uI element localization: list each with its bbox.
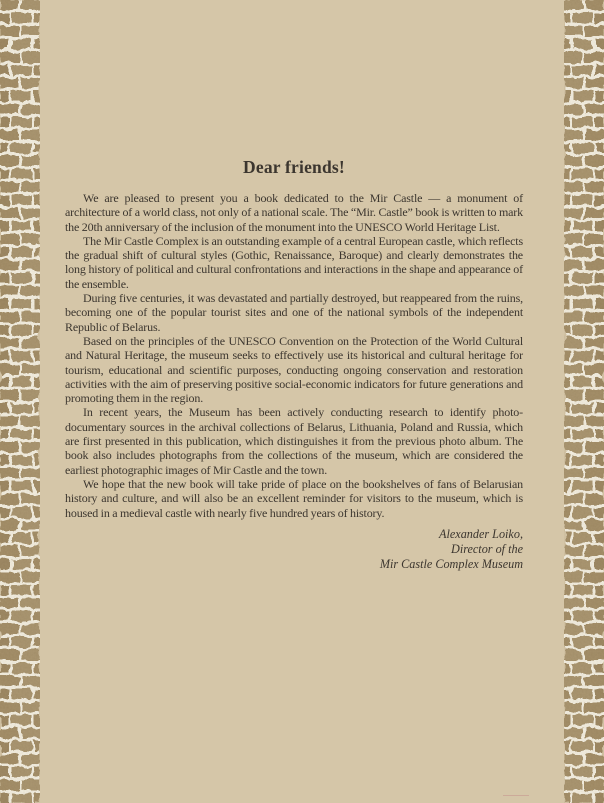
paragraph-recent-research: In recent years, the Museum has been actively conducting research to identify photo-documentary sources in the archival collections of Belarus, Lithuania, Poland and Russia, which are first presented in this publication, which distinguishes it from the previous photo album. The book also includes photographs from the collections of the museum, which are considered the earliest photographic images of Mir Castle and the town. <box>65 405 523 477</box>
signature-role: Director of the <box>451 541 523 556</box>
paragraph-five-centuries: During five centuries, it was devastated and partially destroyed, but reappeared from the ruins, becoming one of the popular tourist sites and one of the national symbols of the independent Republic of Belarus. <box>65 291 523 334</box>
signature-organization: Mir Castle Complex Museum <box>379 556 523 571</box>
page-title: Dear friends! <box>243 157 345 177</box>
scan-artifact-line <box>503 795 529 796</box>
signature-block <box>65 527 523 572</box>
paragraph-castle-complex: The Mir Castle Complex is an outstanding example of a central European castle, which reflects the gradual shift of cultural styles (Gothic, Renaissance, Baroque) and clearly demonstrates the long history of political and cultural confrontations and interactions in the shape and appearance of the ensemble. <box>65 233 523 291</box>
page-content <box>40 0 564 803</box>
paragraph-closing-hope: We hope that the new book will take pride of place on the bookshelves of fans of Belarusian history and culture, and will also be an excellent reminder for visitors to the museum, which is housed in a medieval castle with nearly five hundred years of history. <box>65 476 523 520</box>
brick-border-right <box>564 0 604 803</box>
paragraph-intro: We are pleased to present you a book dedicated to the Mir Castle — a monument of architecture of a world class, not only of a national scale. The “Mir. Castle” book is written to mark the 20th anniversary of the inclusion of the monument into the UNESCO World Heritage List. <box>65 191 523 234</box>
signature-name: Alexander Loiko, <box>439 526 523 541</box>
paragraph-unesco-convention: Based on the principles of the UNESCO Convention on the Protection of the World Cultural and Natural Heritage, the museum seeks to effectively use its historical and cultural heritage for tourism, educational and scientific purposes, conducting ongoing conservation and restoration activities with the aim of preserving positive social-economic indicators for future generations and promoting them in the region. <box>65 333 523 406</box>
brick-border-left <box>0 0 40 803</box>
